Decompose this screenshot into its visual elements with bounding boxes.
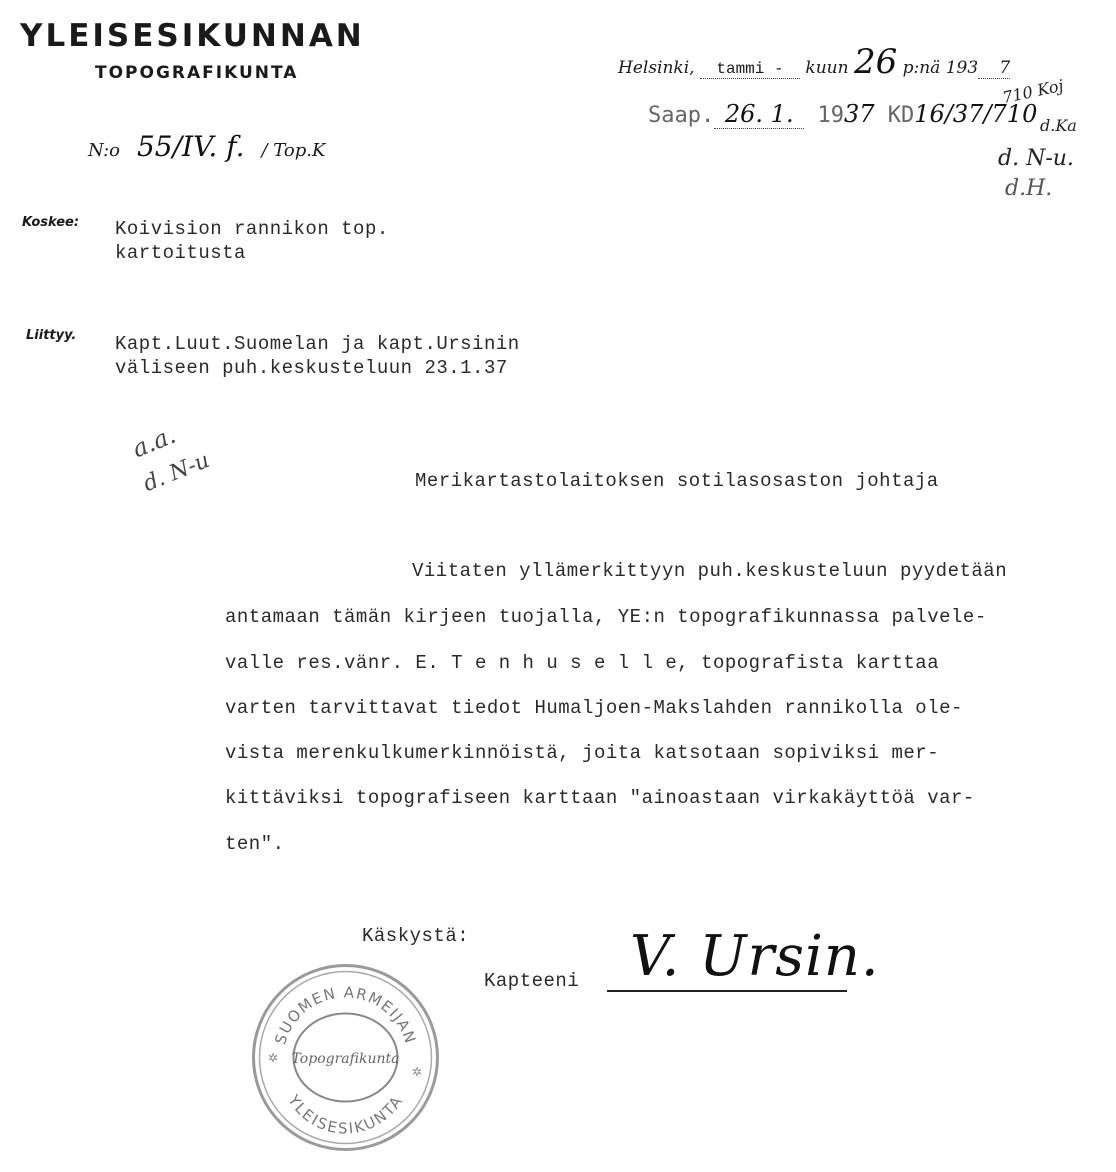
dateline-year-suffix: 7 [978, 58, 1010, 79]
seal-star-right-icon: ✲ [412, 1065, 423, 1079]
closing-rank: Kapteeni [484, 970, 580, 992]
reference-number: 55/IV. f. [136, 130, 245, 163]
related-label: Liittyy. [26, 328, 77, 343]
dateline-kuun-label: kuun [805, 58, 849, 78]
signature-line [607, 990, 847, 992]
organization-subdivision: TOPOGRAFIKUNTA [95, 63, 299, 83]
seal-top-arc: SUOMEN ARMEIJAN [271, 983, 420, 1047]
dateline-month: tammi - [700, 60, 800, 79]
received-kd-label: KD [887, 103, 915, 128]
received-year-prefix: 19 [817, 103, 844, 128]
signature: V. Ursin. [630, 924, 880, 989]
subject-line-2: kartoitusta [115, 242, 246, 264]
subject-line-1: Koivision rannikon top. [115, 218, 389, 240]
dateline-day: 26 [853, 42, 898, 82]
dateline [618, 42, 1010, 82]
body-line-3: valle res.vänr. E. T e n h u s e l l e, topografista karttaa [225, 652, 940, 674]
received-stamp [648, 100, 1037, 129]
dateline-year-prefix: 193 [945, 58, 979, 78]
margin-note-1: 710 Koj [1000, 75, 1066, 108]
received-label: Saap. [648, 103, 715, 128]
reference-line [88, 130, 325, 163]
body-line-7: ten". [225, 833, 285, 855]
received-kd-number: 16/37/710 [914, 100, 1038, 128]
reference-label: N:o [88, 140, 121, 161]
recipient: Merikartastolaitoksen sotilasosaston johtaja [415, 470, 939, 492]
body-line-4: varten tarvittavat tiedot Humaljoen-Makslahden rannikolla ole- [225, 697, 963, 719]
related-line-2: väliseen puh.keskusteluun 23.1.37 [115, 357, 508, 379]
received-year-suffix: 37 [843, 100, 875, 128]
margin-note-2: d.Ka [1040, 116, 1077, 135]
reference-suffix: / Top.K [261, 140, 326, 161]
seal-center-text: Topografikunta [291, 1051, 400, 1067]
subject-label: Koskee: [22, 215, 80, 230]
margin-note-4: d.H. [1005, 176, 1053, 201]
margin-note-3: d. N-u. [998, 146, 1074, 171]
dateline-place: Helsinki, [618, 58, 695, 78]
body-line-1: Viitaten yllämerkittyyn puh.keskusteluun pyydetään [412, 560, 1008, 582]
body-line-5: vista merenkulkumerkinnöistä, joita katsotaan sopiviksi mer- [225, 742, 940, 764]
body-line-6: kittäviksi topografiseen karttaan "ainoastaan virkakäyttöä var- [225, 787, 975, 809]
organization-name: YLEISESIKUNNAN [20, 18, 365, 54]
handwritten-note-1: a.a. [128, 420, 180, 464]
seal-star-left-icon: ✲ [268, 1051, 279, 1065]
closing-order: Käskystä: [362, 925, 470, 947]
body-line-2: antamaan tämän kirjeen tuojalla, YE:n topografikunnassa palvele- [225, 606, 987, 628]
received-date: 26. 1. [714, 100, 804, 129]
handwritten-note-2: d. N-u [139, 448, 214, 497]
related-line-1: Kapt.Luut.Suomelan ja kapt.Ursinin [115, 333, 520, 355]
seal-bottom-arc: YLEISESIKUNTA [284, 1091, 407, 1138]
official-seal [248, 960, 443, 1155]
dateline-pna-label: p:nä [902, 58, 941, 78]
